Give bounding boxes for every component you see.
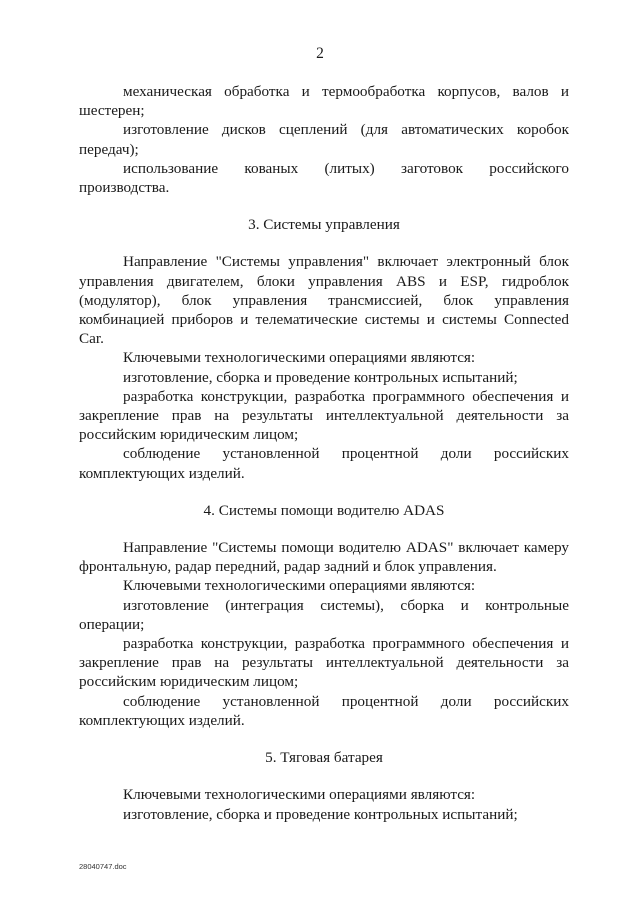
document-body [79,82,569,824]
paragraph: соблюдение установленной процентной доли российских комплектующих изделий. [79,445,569,482]
paragraph: Ключевыми технологическими операциями являются: [123,786,476,804]
paragraph: соблюдение установленной процентной доли российских комплектующих изделий. [79,692,569,729]
paragraph: изготовление (интеграция системы), сборка и контрольные операции; [79,596,569,633]
paragraph: изготовление, сборка и проведение контрольных испытаний; [123,805,518,823]
paragraph: Ключевыми технологическими операциями являются: [123,349,476,367]
section-heading-4: 4. Системы помощи водителю ADAS [203,501,445,519]
paragraph: механическая обработка и термообработка корпусов, валов и шестерен; [79,83,569,120]
footer-filename: 28040747.doc [79,862,127,871]
section-heading-3: 3. Системы управления [248,216,400,234]
section-heading-5: 5. Тяговая батарея [265,749,383,767]
page-number: 2 [316,45,324,62]
paragraph: изготовление дисков сцеплений (для автоматических коробок передач); [79,121,569,158]
paragraph: использование кованых (литых) заготовок российского производства. [79,159,569,197]
paragraph: разработка конструкции, разработка программного обеспечения и закрепление прав на результаты интеллектуальной деятельности за российским юридическим лицом; [79,635,569,691]
paragraph: Направление "Системы управления" включает электронный блок управления двигателем, блоки управления ABS и ESP, гидроблок (модулятор), блок управления трансмиссией, блок управления комбинацией приборов и телематические системы и системы Connected Car. [79,253,569,348]
paragraph: разработка конструкции, разработка программного обеспечения и закрепление прав на результаты интеллектуальной деятельности за российским юридическим лицом; [79,387,569,444]
paragraph: изготовление, сборка и проведение контрольных испытаний; [123,368,518,386]
paragraph: Ключевыми технологическими операциями являются: [123,577,476,595]
paragraph: Направление "Системы помощи водителю ADAS" включает камеру фронтальную, радар передний, радар задний и блок управления. [79,539,569,576]
